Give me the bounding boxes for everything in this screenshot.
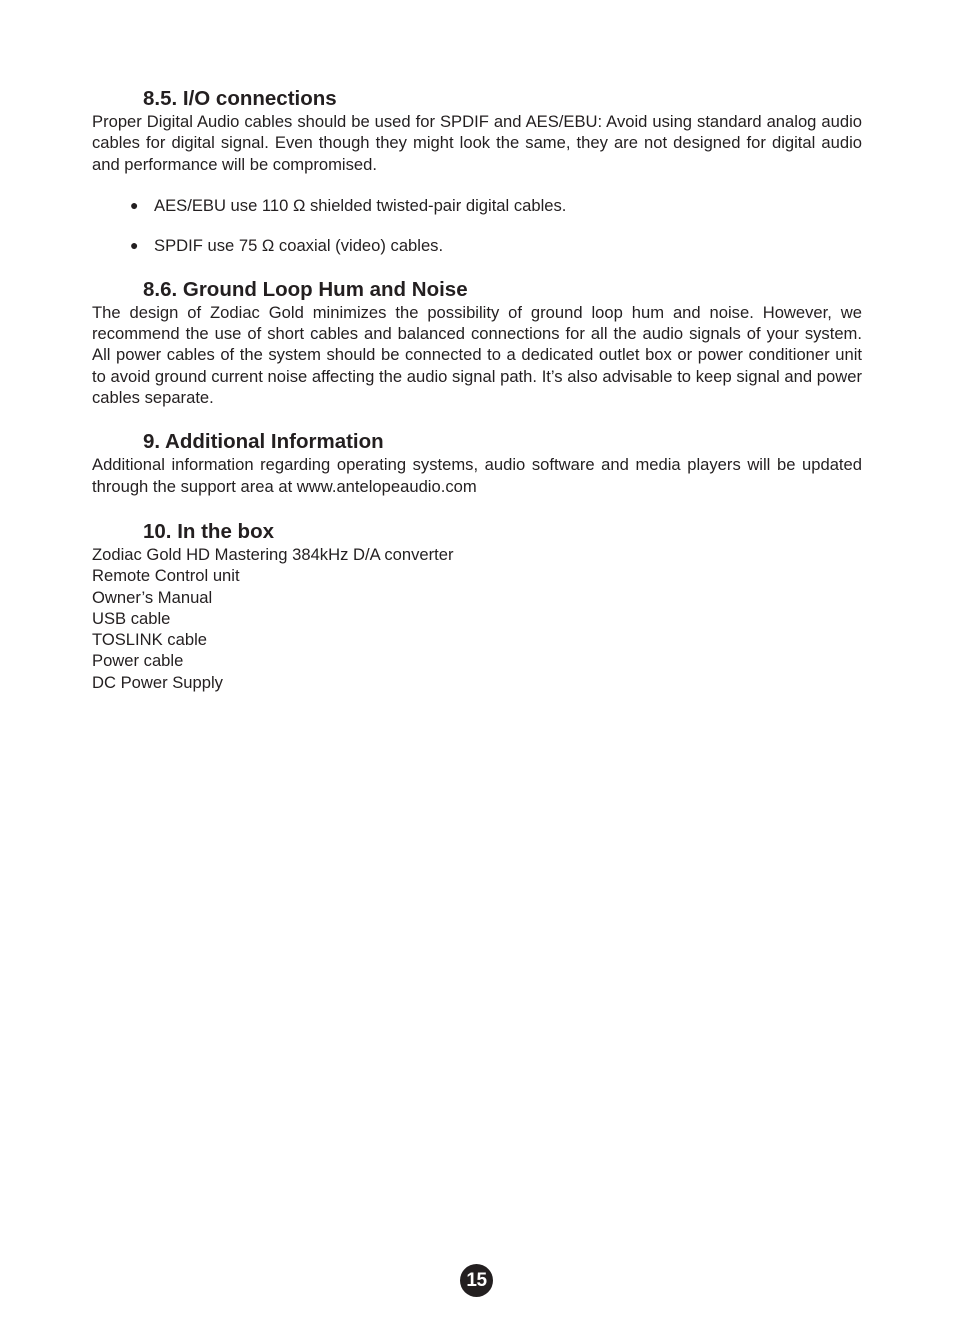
list-item [92, 235, 862, 256]
bullet-icon: ● [130, 196, 139, 213]
section-heading-in-the-box: 10. In the box [143, 519, 274, 543]
box-contents-list [92, 544, 862, 693]
list-item: Owner’s Manual [92, 587, 213, 607]
list-item: USB cable [92, 608, 171, 628]
list-item: Remote Control unit [92, 566, 240, 586]
section-paragraph-ground-loop: The design of Zodiac Gold minimizes the possibility of ground loop hum and noise. However, we recommend the use of short cables and balanced connections for all the audio signals of your system. All power cables of the system should be connected to a dedicated outlet box or power conditioner unit to avoid ground current noise affecting the audio signal path. It’s also advisable to keep signal and power cables separate. [92, 302, 862, 408]
list-item [92, 195, 862, 216]
list-item: DC Power Supply [92, 672, 223, 692]
manual-page [92, 87, 862, 693]
section-paragraph-additional-info: Additional information regarding operating systems, audio software and media players will be updated through the support area at www.antelopeaudio.com [92, 455, 862, 496]
list-item: TOSLINK cable [92, 630, 207, 650]
page-number-badge: 15 [460, 1264, 493, 1297]
list-item: Power cable [92, 651, 184, 671]
cable-bullet-list [92, 195, 862, 256]
list-item: Zodiac Gold HD Mastering 384kHz D/A converter [92, 544, 454, 564]
bullet-text: AES/EBU use 110 Ω shielded twisted-pair digital cables. [154, 195, 567, 215]
bullet-icon: ● [130, 236, 139, 253]
section-heading-additional-info: 9. Additional Information [143, 430, 384, 454]
section-paragraph-io: Proper Digital Audio cables should be used for SPDIF and AES/EBU: Avoid using standard analog audio cables for digital signal. Even though they might look the same, they are not designed for digital audio and performance will be compromised. [92, 112, 862, 174]
bullet-text: SPDIF use 75 Ω coaxial (video) cables. [154, 235, 444, 255]
section-heading-io: 8.5. I/O connections [143, 87, 337, 110]
section-heading-ground-loop: 8.6. Ground Loop Hum and Noise [143, 277, 468, 301]
